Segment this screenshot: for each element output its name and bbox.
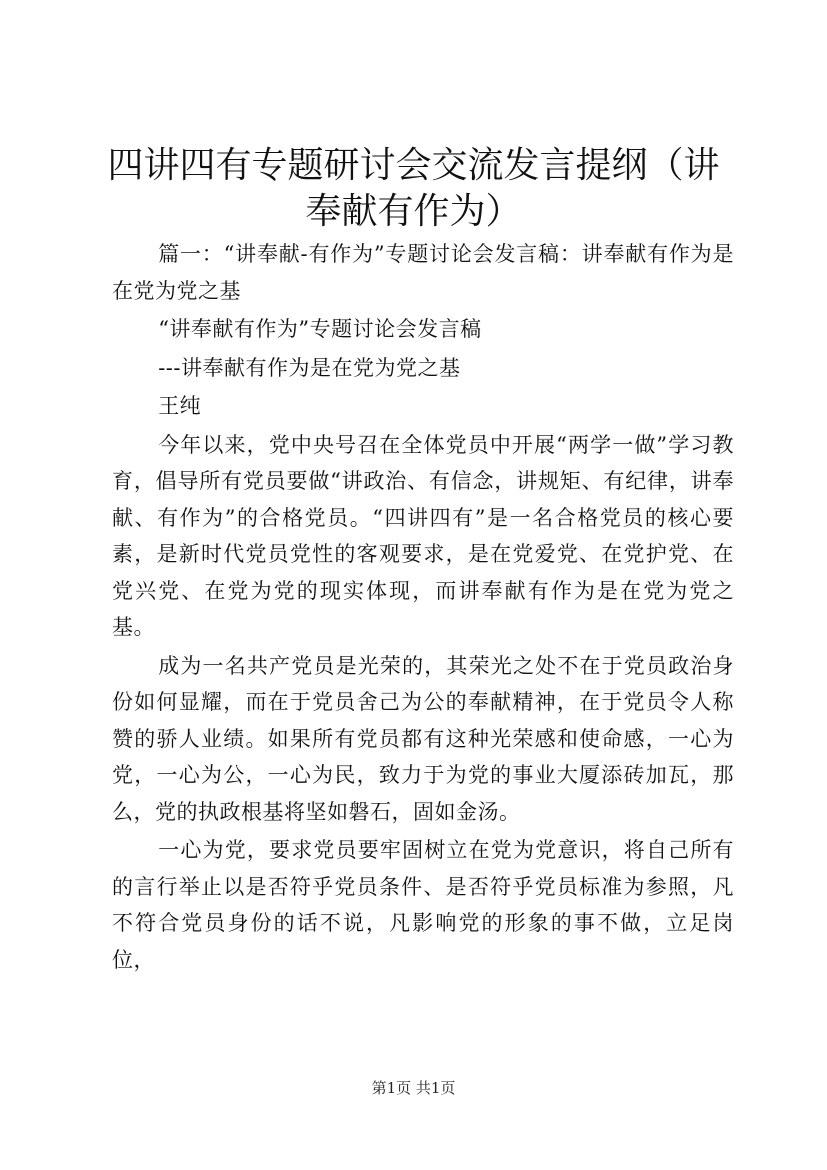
paragraph-body: 成为一名共产党员是光荣的，其荣光之处不在于党员政治身份如何显耀，而在于党员舍己为公的奉献精神，在于党员令人称赞的骄人业绩。如果所有党员都有这种光荣感和使命感，一心为党，一心为公，一心为民，致力于为党的事业大厦添砖加瓦，那么，党的执政根基将坚如磐石，固如金汤。 xyxy=(112,653,734,824)
paragraph-speech-title: “讲奉献有作为”专题讨论会发言稿 xyxy=(158,317,482,341)
document-body xyxy=(112,236,734,978)
page-footer: 第1页 共1页 xyxy=(371,1079,456,1097)
paragraph-author: 王纯 xyxy=(158,394,202,418)
paragraph-body: 一心为党，要求党员要牢固树立在党为党意识，将自己所有的言行举止以是否符乎党员条件、是否符乎党员标准为参照，凡不符合党员身份的话不说，凡影响党的形象的事不做，立足岗位， xyxy=(112,838,734,972)
paragraph-subtitle: 篇一：“讲奉献-有作为”专题讨论会发言稿：讲奉献有作为是在党为党之基 xyxy=(112,242,734,303)
paragraph-body: 今年以来，党中央号召在全体党员中开展“两学一做”学习教育，倡导所有党员要做“讲政治、有信念，讲规矩、有纪律，讲奉献、有作为”的合格党员。“四讲四有”是一名合格党员的核心要素，是新时代党员党性的客观要求，是在党爱党、在党护党、在党兴党、在党为党的现实体现，而讲奉献有作为是在党为党之基。 xyxy=(112,432,734,639)
document-title: 四讲四有专题研讨会交流发言提纲（讲奉献有作为） xyxy=(107,145,720,232)
paragraph-speech-subtitle: ---讲奉献有作为是在党为党之基 xyxy=(158,355,461,380)
